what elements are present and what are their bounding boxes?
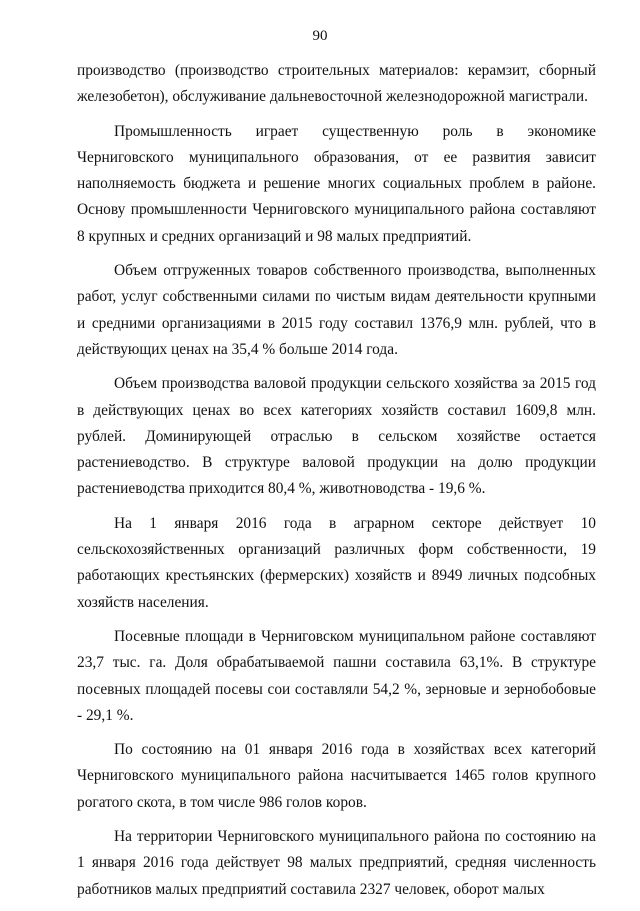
page-number: 90 <box>312 28 328 44</box>
document-body <box>77 58 596 911</box>
paragraph-small-business: На территории Черниговского муниципального района по состоянию на 1 января 2016 года действует 98 малых предприятий, средняя численность работников малых предприятий составила 2327 человек, оборот малых <box>77 828 596 898</box>
paragraph-industry: Промышленность играет существенную роль в экономике Черниговского муниципального образования, от ее развития зависит наполняемость бюджета и решение многих социальных проблем в районе. Основу промышленности Черниговского муниципального района составляют 8 крупных и средних организаций и 98 малых предприятий. <box>77 122 596 245</box>
paragraph-agrarian-sector: На 1 января 2016 года в аграрном секторе действует 10 сельскохозяйственных организаций различных форм собственности, 19 работающих крестьянских (фермерских) хозяйств и 8949 личных подсобных хозяйств населения. <box>77 514 596 611</box>
paragraph-agriculture-output: Объем производства валовой продукции сельского хозяйства за 2015 год в действующих ценах во всех категориях хозяйств составил 1609,8 млн. рублей. Доминирующей отраслью в сельском хозяйстве остается растениеводство. В структуре валовой продукции на долю продукции растениеводства приходится 80,4 %, животноводства - 19,6 %. <box>77 375 596 498</box>
paragraph-shipped-goods: Объем отгруженных товаров собственного производства, выполненных работ, услуг собственными силами по чистым видам деятельности крупными и средними организациями в 2015 году составил 1376,9 млн. рублей, что в действующих ценах на 35,4 % больше 2014 года. <box>77 262 596 358</box>
paragraph-production-continuation: производство (производство строительных материалов: керамзит, сборный железобетон), обслуживание дальневосточной железнодорожной магистрали. <box>77 62 596 106</box>
paragraph-livestock: По состоянию на 01 января 2016 года в хозяйствах всех категорий Черниговского муниципального района насчитывается 1465 голов крупного рогатого скота, в том числе 986 голов коров. <box>77 741 596 811</box>
paragraph-sown-areas: Посевные площади в Черниговском муниципальном районе составляют 23,7 тыс. га. Доля обрабатываемой пашни составила 63,1%. В структуре посевных площадей посевы сои составляли 54,2 %, зерновые и зернобобовые - 29,1 %. <box>77 627 596 724</box>
